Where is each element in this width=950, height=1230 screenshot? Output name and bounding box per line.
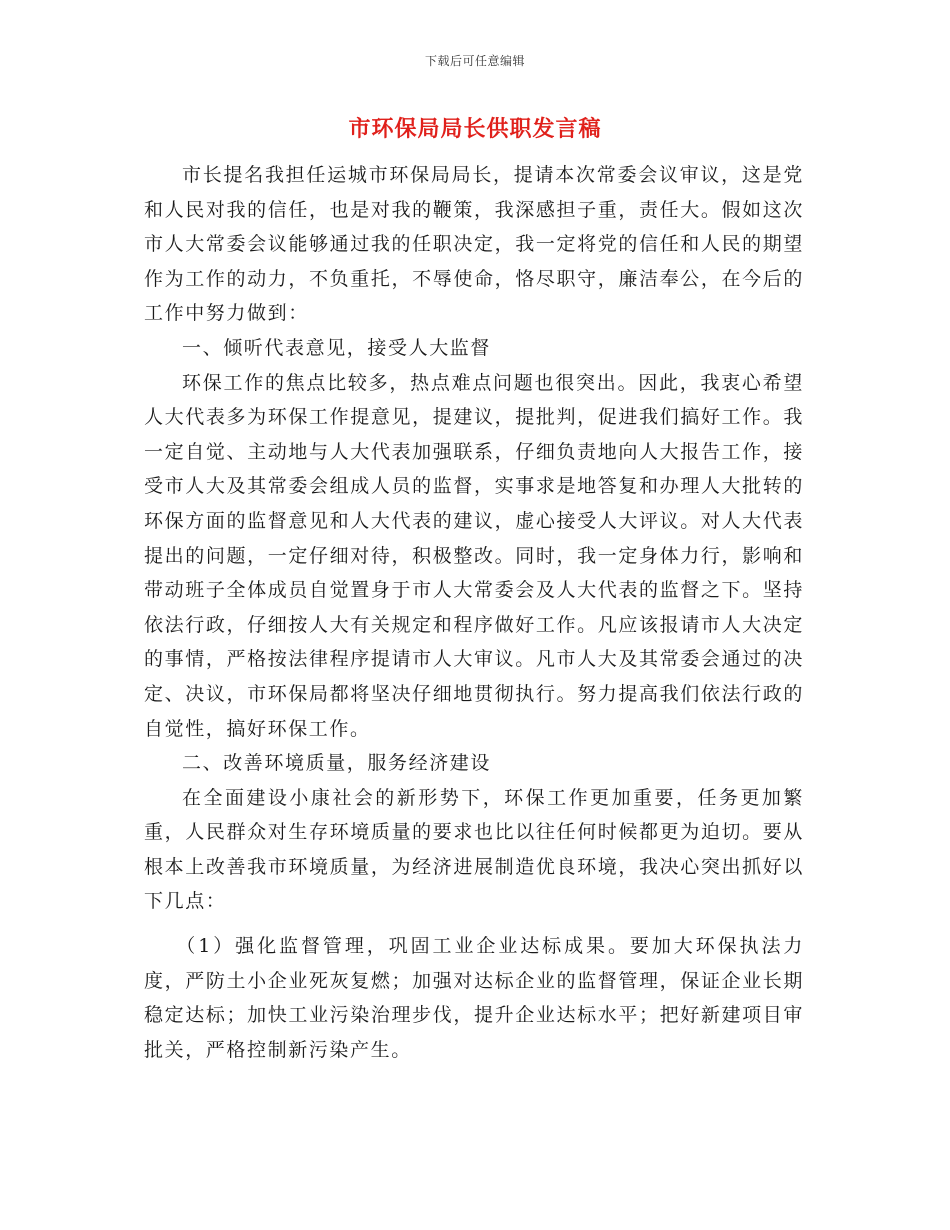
- header-note: 下载后可任意编辑: [424, 54, 525, 68]
- paragraph-section-2: 在全面建设小康社会的新形势下，环保工作更加重要，任务更加繁重，人民群众对生存环境质量的要求也比以往任何时候都更为迫切。要从根本上改善我市环境质量，为经济进展制造优良环境，我决心突出抓好以下几点：: [144, 786, 804, 913]
- paragraph-intro: 市长提名我担任运城市环保局局长，提请本次常委会议审议，这是党和人民对我的信任，也是对我的鞭策，我深感担子重，责任大。假如这次市人大常委会议能够通过我的任职决定，我一定将党的信任和人民的期望作为工作的动力，不负重托，不辱使命，恪尽职守，廉洁奉公，在今后的工作中努力做到：: [144, 164, 804, 325]
- paragraph-item-1: （1）强化监督管理，巩固工业企业达标成果。要加大环保执法力度，严防土小企业死灰复燃；加强对达标企业的监督管理，保证企业长期稳定达标；加快工业污染治理步伐，提升企业达标水平；把好新建项目审批关，严格控制新污染产生。: [144, 935, 804, 1061]
- section-heading-1: 一、倾听代表意见，接受人大监督: [182, 336, 492, 359]
- paragraph-section-1: 环保工作的焦点比较多，热点难点问题也很突出。因此，我衷心希望人大代表多为环保工作提意见，提建议，提批判，促进我们搞好工作。我一定自觉、主动地与人大代表加强联系，仔细负责地向人大报告工作，接受市人大及其常委会组成人员的监督，实事求是地答复和办理人大批转的环保方面的监督意见和人大代表的建议，虚心接受人大评议。对人大代表提出的问题，一定仔细对待，积极整改。同时，我一定身体力行，影响和带动班子全体成员自觉置身于市人大常委会及人大代表的监督之下。坚持依法行政，仔细按人大有关规定和程序做好工作。凡应该报请市人大决定的事情，严格按法律程序提请市人大审议。凡市人大及其常委会通过的决定、决议，市环保局都将坚决仔细地贯彻执行。努力提高我们依法行政的自觉性，搞好环保工作。: [144, 371, 804, 740]
- document-body: [144, 158, 804, 1067]
- section-heading-2: 二、改善环境质量，服务经济建设: [182, 752, 492, 775]
- page-title: 市环保局局长供职发言稿: [348, 116, 602, 142]
